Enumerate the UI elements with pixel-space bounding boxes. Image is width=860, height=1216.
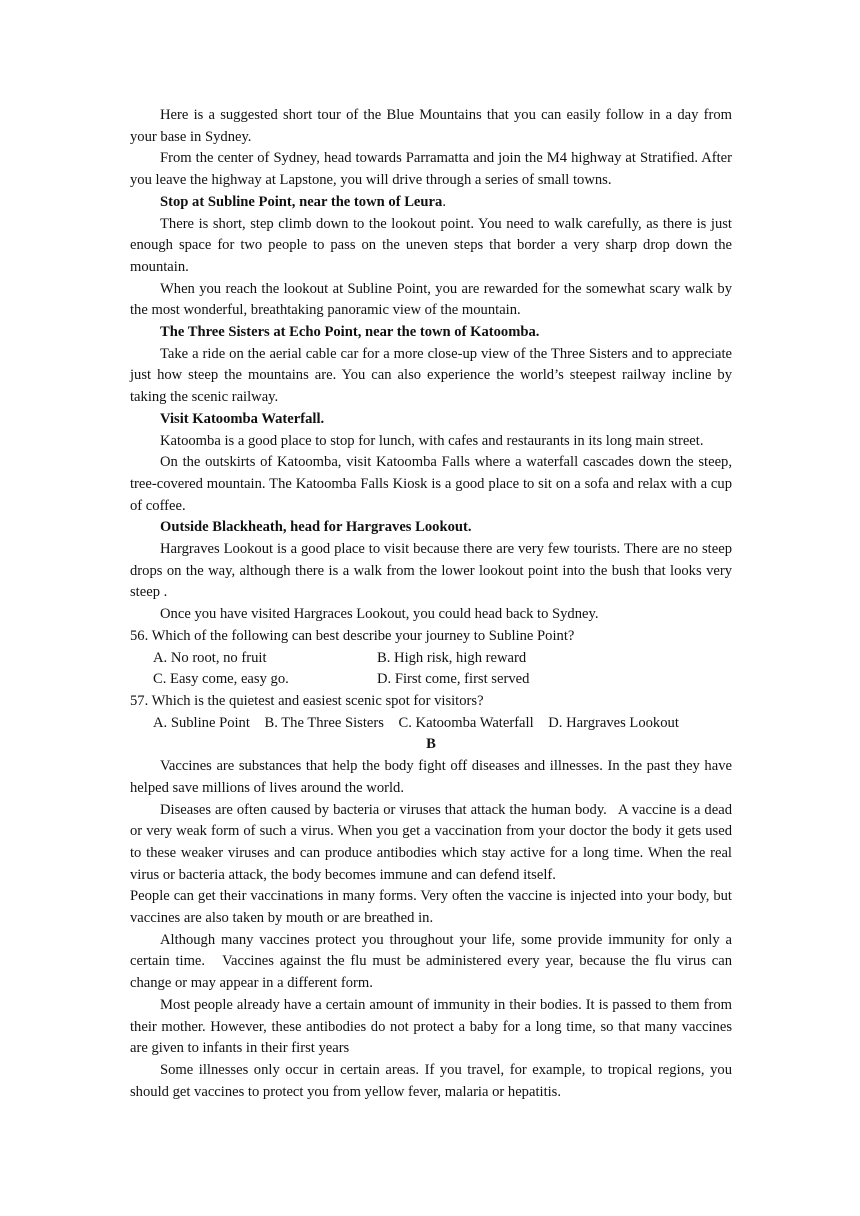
hargraves-paragraph-2: Once you have visited Hargraces Lookout, you could head back to Sydney. [160, 606, 599, 623]
question-56-options-row-1 [130, 648, 732, 670]
question-56: 56. Which of the following can best describe your journey to Subline Point? [130, 627, 575, 644]
section-heading-subline-point-period: . [442, 193, 446, 210]
vaccine-paragraph-3: People can get their vaccinations in many forms. Very often the vaccine is injected into your body, but vaccines are also taken by mouth or are breathed in. [130, 888, 732, 927]
katoomba-paragraph-1: Katoomba is a good place to stop for lunch, with cafes and restaurants in its long main street. [160, 432, 704, 449]
question-57: 57. Which is the quietest and easiest scenic spot for visitors? [130, 692, 484, 709]
question-56-options-row-2 [130, 669, 732, 691]
katoomba-paragraph-2: On the outskirts of Katoomba, visit Katoomba Falls where a waterfall cascades down the steep, tree-covered mountain. The Katoomba Falls Kiosk is a good place to sit on a sofa and relax with a cup of coffee. [130, 454, 732, 514]
vaccine-paragraph-1: Vaccines are substances that help the body fight off diseases and illnesses. In the past they have helped save millions of lives around the world. [130, 758, 732, 796]
section-heading-katoomba-waterfall: Visit Katoomba Waterfall. [160, 410, 325, 427]
question-56-option-b: B. High risk, high reward [377, 649, 527, 666]
document-page [130, 105, 736, 1103]
hargraves-paragraph-1: Hargraves Lookout is a good place to visit because there are very few tourists. There are no steep drops on the way, although there is a walk from the lower lookout point into the bush that looks very steep . [130, 541, 732, 601]
question-56-option-c: C. Easy come, easy go. [153, 671, 289, 688]
question-56-option-a: A. No root, no fruit [153, 649, 267, 666]
question-56-option-d: D. First come, first served [377, 671, 530, 688]
intro-paragraph-2: From the center of Sydney, head towards Parramatta and join the M4 highway at Stratified. After you leave the highway at Lapstone, you will drive through a series of small towns. [130, 150, 732, 189]
subline-paragraph-2: When you reach the lookout at Subline Point, you are rewarded for the somewhat scary walk by the most wonderful, breathtaking panoramic view of the mountain. [130, 280, 732, 319]
intro-paragraph-1: Here is a suggested short tour of the Blue Mountains that you can easily follow in a day from your base in Sydney. [130, 107, 732, 145]
section-heading-hargraves-lookout: Outside Blackheath, head for Hargraves Lookout. [160, 519, 472, 536]
vaccine-paragraph-6: Some illnesses only occur in certain areas. If you travel, for example, to tropical regions, you should get vaccines to protect you from yellow fever, malaria or hepatitis. [130, 1061, 732, 1100]
passage-b-label: B [426, 736, 436, 753]
subline-paragraph-1: There is short, step climb down to the lookout point. You need to walk carefully, as there is just enough space for two people to pass on the uneven steps that border a very sharp drop down the mountain. [130, 215, 732, 275]
vaccine-paragraph-4: Although many vaccines protect you throughout your life, some provide immunity for only a certain time. Vaccines against the flu must be administered every year, because the flu virus can change or may appear in a different form. [130, 931, 736, 992]
vaccine-paragraph-5: Most people already have a certain amount of immunity in their bodies. It is passed to them from their mother. However, these antibodies do not protect a baby for a long time, so that many vaccines are given to infants in their first years [130, 996, 732, 1057]
question-57-options: A. Subline Point B. The Three Sisters C. Katoomba Waterfall D. Hargraves Lookout [153, 714, 679, 731]
section-heading-subline-point-text: Stop at Subline Point, near the town of Leura [160, 193, 443, 210]
three-sisters-paragraph: Take a ride on the aerial cable car for a more close-up view of the Three Sisters and to appreciate just how steep the mountains are. You can also experience the world’s steepest railway incline by taking the scenic railway. [130, 345, 732, 406]
section-heading-three-sisters: The Three Sisters at Echo Point, near the town of Katoomba. [160, 324, 540, 341]
section-heading-subline-point [130, 192, 732, 214]
vaccine-paragraph-2: Diseases are often caused by bacteria or viruses that attack the human body. A vaccine is a dead or very weak form of such a virus. When you get a vaccination from your doctor the body it gets used to these weaker viruses and can produce antibodies which stay active for a long time. When the real virus or bacteria attack, the body becomes immune and can defend itself. [130, 801, 736, 883]
